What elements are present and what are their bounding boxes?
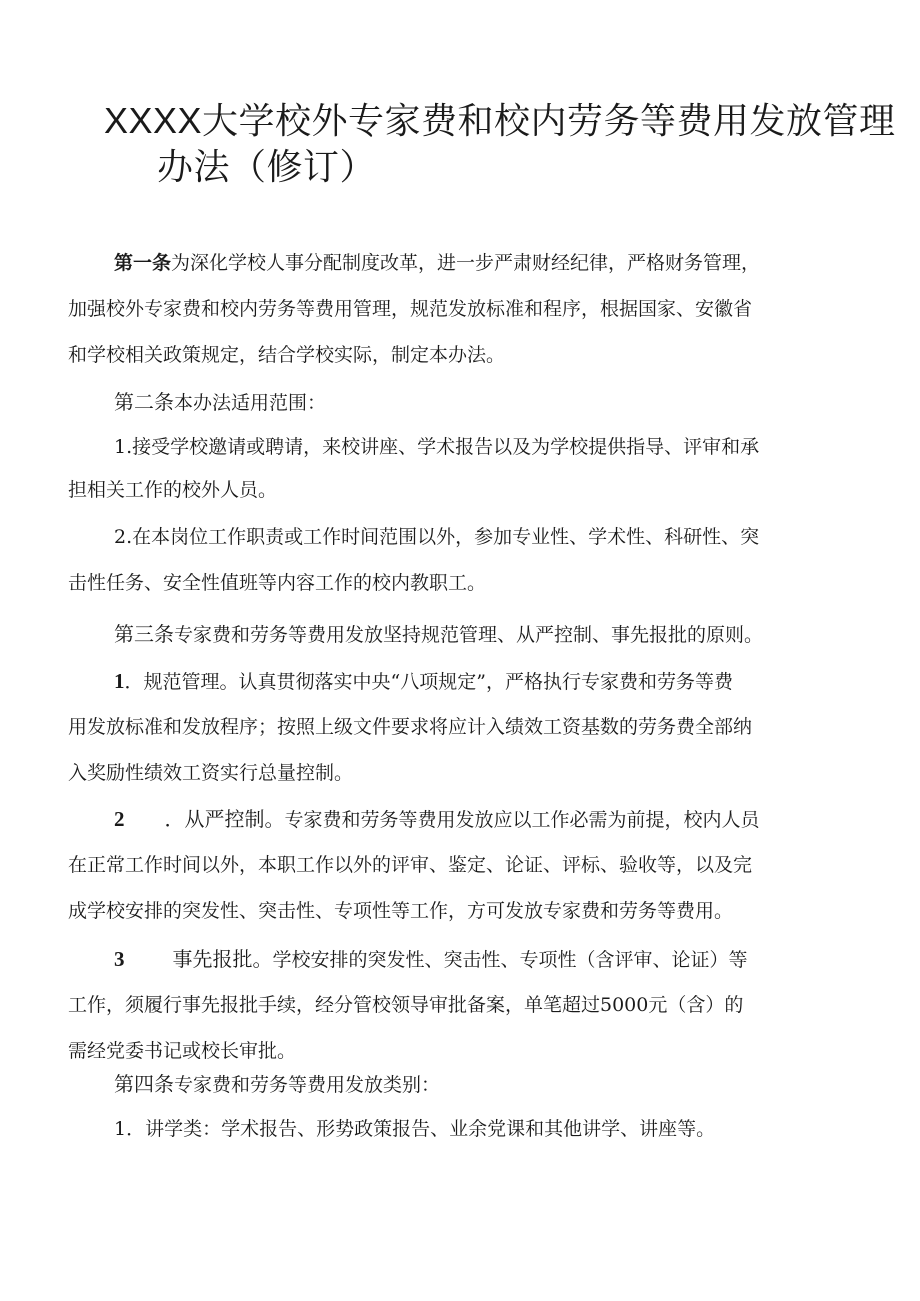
article-3-text: 专家费和劳务等费用发放坚持规范管理、从严控制、事先报批的原则。 [174, 624, 764, 646]
article-2-text: 本办法适用范围： [174, 392, 327, 414]
article-3-point2-line3: 成学校安排的突发性、突击性、专项性等工作，方可发放专家费和劳务等费用。 [68, 900, 734, 922]
article-2-item1-line1: 1.接受学校邀请或聘请，来校讲座、学术报告以及为学校提供指导、评审和承 [114, 436, 760, 458]
point-1-text: 认真贯彻落实中央“八项规定”，严格执行专家费和劳务等费 [238, 671, 733, 693]
article-2-item2-line2: 击性任务、安全性值班等内容工作的校内教职工。 [68, 572, 487, 594]
article-1-line2: 加强校外专家费和校内劳务等费用管理，规范发放标准和程序，根据国家、安徽省 [68, 298, 753, 320]
point-2-text: 专家费和劳务等费用发放应以工作必需为前提，校内人员 [284, 809, 760, 831]
article-4-item1: 1．讲学类：学术报告、形势政策报告、业余党课和其他讲学、讲座等。 [114, 1118, 716, 1140]
document-title-line1: XXXX大学校外专家费和校内劳务等费用发放管理 [104, 100, 896, 141]
point-2-number: 2 [114, 807, 125, 831]
article-3-point3-line2: 工作，须履行事先报批手续，经分管校领导审批备案，单笔超过5000元（含）的 [68, 994, 744, 1016]
point-2-term: ．从严控制。 [164, 809, 285, 831]
point-3-number: 3 [114, 947, 125, 971]
article-2-label: 第二条 [114, 392, 174, 414]
article-3-point1-line3: 入奖励性绩效工资实行总量控制。 [68, 762, 354, 784]
point-1-term: ．规范管理。 [124, 672, 239, 693]
document-title-line2: 办法（修订） [157, 146, 377, 187]
point-3-term: 事先报批。 [172, 949, 273, 971]
article-4-text: 专家费和劳务等费用发放类别： [174, 1074, 441, 1096]
article-3-point1-line2: 用发放标准和发放程序；按照上级文件要求将应计入绩效工资基数的劳务费全部纳 [68, 716, 753, 738]
article-3-point3-line1 [68, 936, 904, 983]
article-3-point3-line3: 需经党委书记或校长审批。 [68, 1040, 297, 1062]
article-4-line [68, 1062, 904, 1108]
article-2-item2-line1: 2.在本岗位工作职责或工作时间范围以外，参加专业性、学术性、科研性、突 [114, 526, 760, 548]
point-3-text: 学校安排的突发性、突击性、专项性（含评审、论证）等 [272, 949, 748, 971]
article-3-line [68, 612, 904, 658]
point-1-number: 1 [114, 669, 125, 693]
article-2-item1-line2: 担相关工作的校外人员。 [68, 479, 278, 501]
article-3-label: 第三条 [114, 624, 174, 646]
article-3-point2-line1 [68, 796, 904, 843]
article-1-line3: 和学校相关政策规定，结合学校实际，制定本办法。 [68, 344, 506, 366]
article-3-point2-line2: 在正常工作时间以外，本职工作以外的评审、鉴定、论证、评标、验收等，以及完 [68, 854, 753, 876]
article-1-line1 [68, 240, 904, 287]
article-4-label: 第四条 [114, 1074, 174, 1096]
article-3-point1-line1 [68, 658, 904, 706]
article-1-text: 为深化学校人事分配制度改革，进一步严肃财经纪律，严格财务管理， [171, 252, 761, 274]
article-2-line [68, 380, 904, 426]
article-1-label: 第一条 [114, 253, 172, 274]
